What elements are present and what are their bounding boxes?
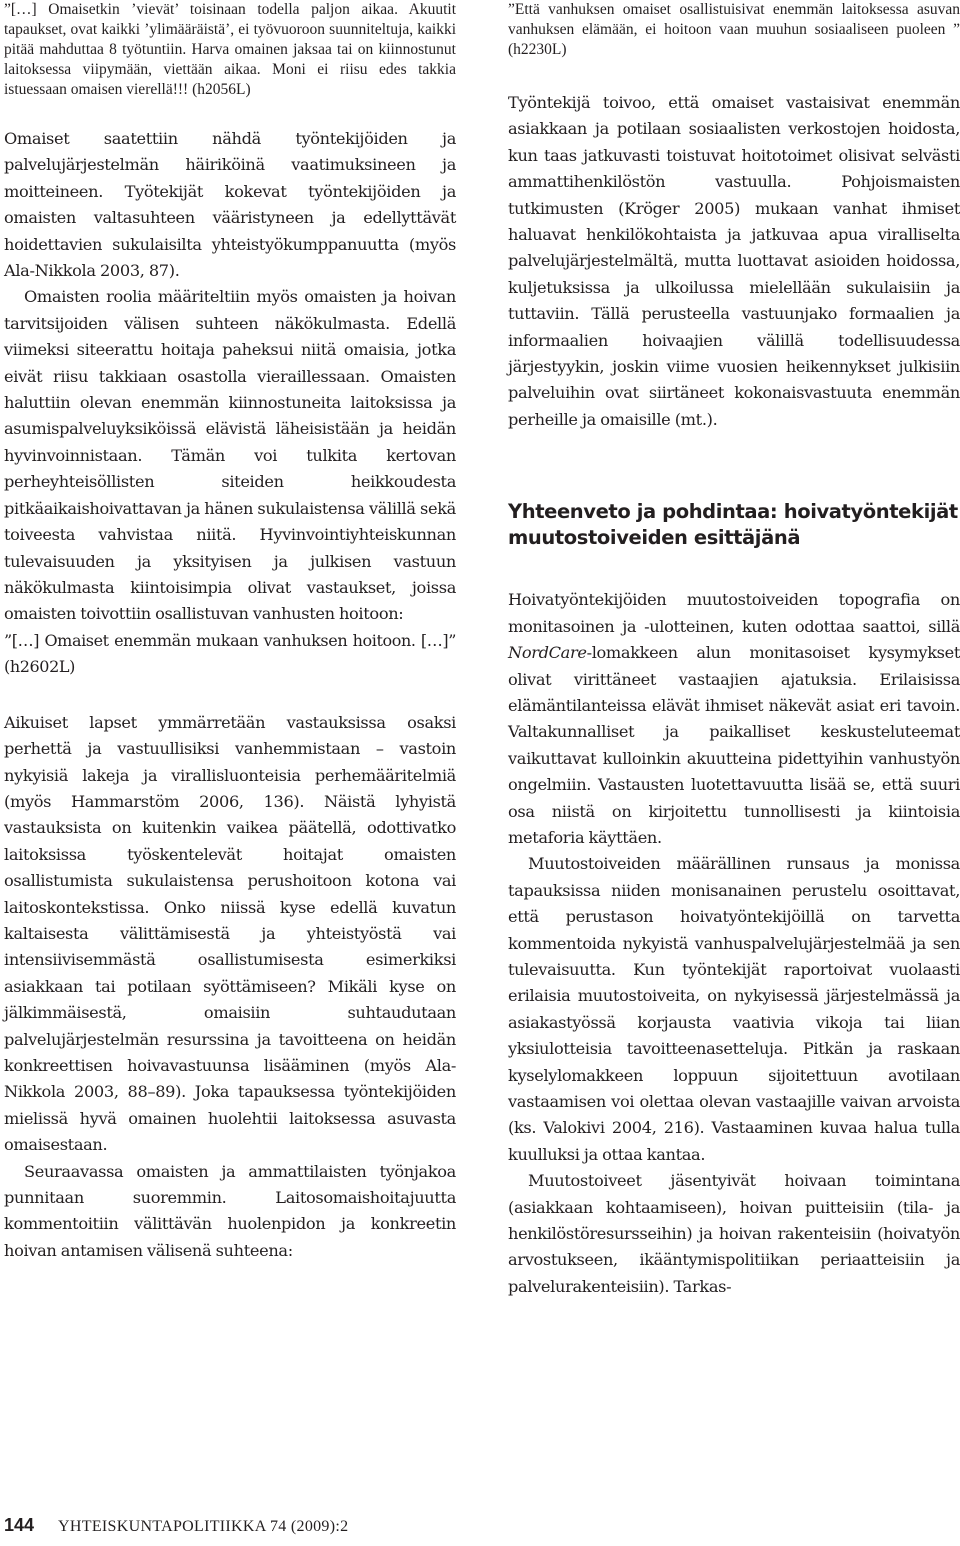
paragraph — [508, 587, 960, 851]
paragraph: Työntekijä toivoo, että omaiset vastaisivat enemmän asiakkaan ja potilaan sosiaalisten verkostojen hoidosta, kun taas jatkuvasti toistuvat hoitotoimet olisivat selvästi ammattihenkilöstön vastuulla. Pohjoismaisten tutkimusten (Kröger 2005) mukaan vanhat ihmiset haluavat henkilökohtaista ja jatkuvaa apua viralliselta palvelujärjestelmältä, mutta luottavat asioiden hoidossa, kuljetuksissa ja ulkoilussa mielellään sukulaisiin ja tuttaviin. Tällä perusteella vastuunjako formaalien ja informaalien hoivaajien välillä todellisuudessa järjestyykin, joskin viime vuosien heikennykset julkisiin palveluihin ovat siirtäneet kokonaisvastuuta enemmän perheille ja omaisille (mt.). — [508, 93, 960, 429]
journal-name: YHTEISKUNTAPOLITIIKKA 74 (2009):2 — [58, 1518, 349, 1535]
paragraph-text: Hoivatyöntekijöiden muutostoiveiden topografia on monitasoinen ja -ulotteinen, kuten odottaa saattoi, sillä — [508, 590, 960, 636]
paragraph: Muutostoiveet jäsentyivät hoivaan toimintana (asiakkaan kohtaamiseen), hoivan puitteisiin (tila- ja henkilöstöresursseihin) ja hoivan rakenteisiin (hoivatyön arvostukseen, ikääntymispolitiikan periaatteisiin ja palvelurakenteisiin). Tarkas- — [508, 1171, 960, 1296]
paragraph: Muutostoiveiden määrällinen runsaus ja monissa tapauksissa niiden monisanainen perustelu osoittavat, että perustason hoivatyöntekijöillä on tarvetta kommentoida nykyistä vanhuspalvelujärjestelmää ja sen tulevaisuutta. Kun työntekijät raportoivat vuolaasti erilaisia muutostoiveita, on nykyisessä järjestelmässä ja asiakastyössä korjausta vaativia vikoja tai liian yksiulotteisia tavoitteenasetteluja. Pitkän ja raskaan kyselylomakkeen loppuun sijoitettuun avotilaan vastaamisen voi olettaa olevan vastaajille vaivan arvoista (ks. Valokivi 2004, 216). Vastaaminen kuvaa halua tulla kuulluksi ja ottaa kantaa. — [508, 854, 960, 1164]
quote-block: ”[…] Omaisetkin ’vievät’ toisinaan todella paljon aikaa. Akuutit tapaukset, ovat kaikki ’ylimääräistä’, ei työvuoroon suunniteltuja, kaikki pitää mahduttaa 8 työtuntiin. Harva omainen jaksaa tai on kiinnostunut laitoksessa viipymään, viettään aikaa. Moni ei riisu edes takkia istuessaan omaisen vierellä!!! (h2056L) — [4, 1, 456, 98]
page-number: 144 — [4, 1515, 35, 1535]
paragraph: Omaisten roolia määriteltiin myös omaisten ja hoivan tarvitsijoiden välisen suhteen näkökulmasta. Edellä viimeksi siteerattu hoitaja paheksui niitä omaisia, jotka eivät riisu takkiaan osastolla vieraillessaan. Omaisten haluttiin olevan enemmän kiinnostuneita laitoksissa ja asumispalveluyksiköissä elävistä läheisistään ja heidän hyvinvoinnistaan. Tämän voi tulkita kertovan perheyhteisöllisten siteiden heikkoudesta pitkäaikaishoivattavan ja hänen sukulaistensa välillä sekä toiveesta vahvistaa niitä. Hyvinvointiyhteiskunnan tulevaisuuden ja yksityisen ja julkisen vastuun näkökulmasta kiintoisimpia olivat vastaukset, joissa omaisten toivottiin osallistuvan vanhusten hoitoon: — [4, 287, 456, 624]
paragraph-text: -lomakkeen alun monitasoiset kysymykset olivat virittäneet vastaajien ajatuksia. Erilaisissa elämäntilanteissa elävät ihmiset näkevät asiat eri tavoin. Valtakunnalliset ja paikalliset keskusteluteemat vaikuttavat kulloinkin akuutteina pidettyihin vanhustyön ongelmiin. Vastausten luotettavuutta lisää se, että suuri osa niistä on kirjoitettu tunnollisesti ja kiintoisia metaforia käyttäen. — [508, 643, 960, 847]
paragraph: Aikuiset lapset ymmärretään vastauksissa osaksi perhettä ja vastuullisiksi vanhemmistaan – vastoin nykyisiä lakeja ja virallisluonteisia perhemääritelmiä (myös Hammarstöm 2006, 136). Näistä lyhyistä vastauksista on kuitenkin vaikea päätellä, odottivatko laitoksissa työskentelevät hoitajat omaisten osallistumista sukulaistensa perushoitoon kotona vai laitoskontekstissa. Onko niissä kyse edellä kuvatun kaltaisesta välittämisestä ja yhteistyöstä vai intensiivisemmästä osallistumisesta esimerkiksi asiakkaan tai potilaan syöttämiseen? Mikäli kyse on jälkimmäisestä, omaisiin suhtaudutaan palvelujärjestelmän resurssina ja tavoitteena on heidän konkreettisen hoivavastuunsa lisääminen (myös Ala-Nikkola 2003, 88–89). Joka tapauksessa työntekijöiden mielissä hyvä omainen huolehtii laitoksessa asuvasta omaisestaan. — [4, 712, 456, 1155]
quote-block: ”Että vanhuksen omaiset osallistuisivat enemmän laitoksessa asuvan vanhuksen elämään, ei hoitoon vaan muuhun sosiaaliseen puoleen ” (h2230L) — [508, 1, 960, 58]
left-column — [4, 0, 456, 1264]
paragraph: Omaiset saatettiin nähdä työntekijöiden ja palvelujärjestelmän häiriköinä vaatimuksineen ja moitteineen. Työtekijät kokevat työntekijöiden ja omaisten valtasuhteen vääristyneen ja edellyttävät hoidettavien sukulaisilta yhteistyökumppanuutta (myös Ala-Nikkola 2003, 87). — [4, 129, 456, 281]
page-footer — [4, 1515, 348, 1536]
right-column — [508, 0, 960, 1300]
section-heading: Yhteenveto ja pohdintaa: hoivatyöntekijät muutostoiveiden esittäjänä — [508, 500, 958, 550]
paragraph: Seuraavassa omaisten ja ammattilaisten työnjakoa punnitaan suoremmin. Laitosomaishoitajuutta kommentoitiin välittävän huolenpidon ja konkreetin hoivan antamisen välisenä suhteena: — [4, 1161, 456, 1260]
emphasis-nordcare: NordCare — [508, 643, 587, 663]
quote-block: ”[…] Omaiset enemmän mukaan vanhuksen hoitoon. […]” (h2602L) — [4, 630, 456, 676]
